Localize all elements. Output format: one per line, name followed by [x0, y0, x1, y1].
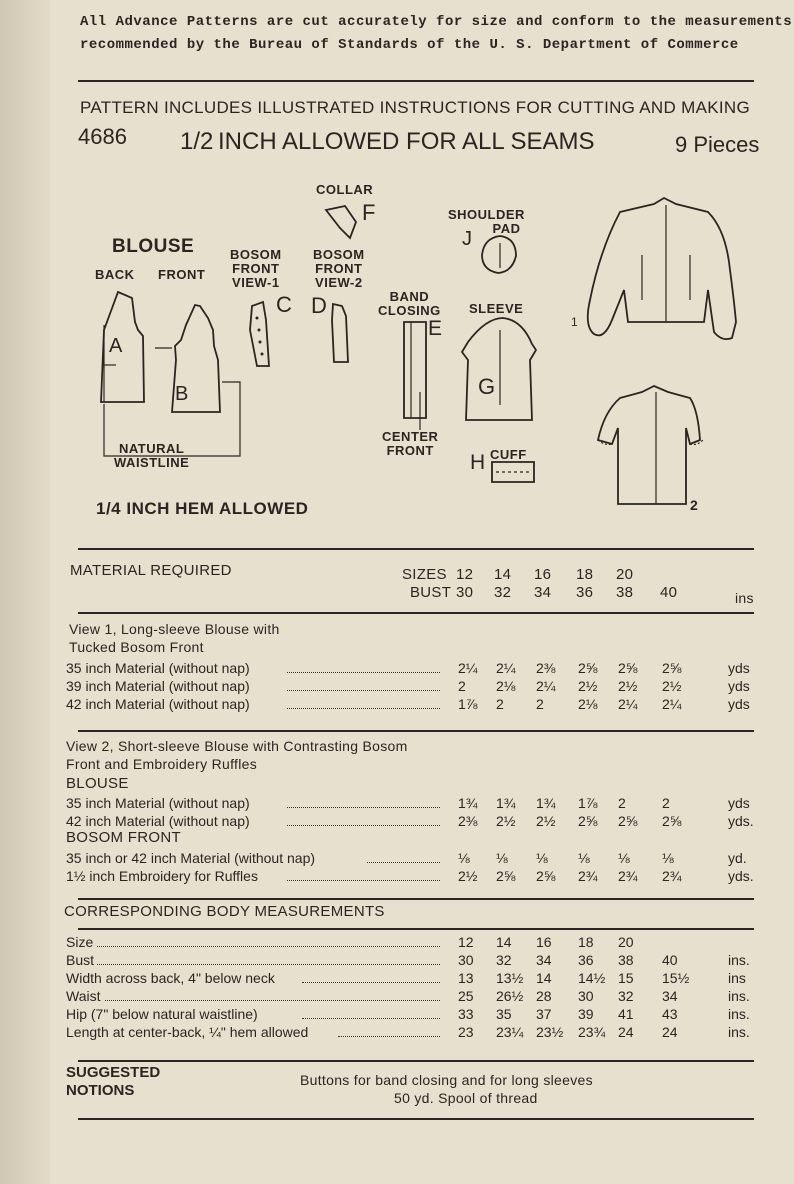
unit: yd. — [728, 850, 747, 866]
size-value: 20 — [616, 566, 634, 583]
unit: ins. — [728, 988, 750, 1004]
cell-value: ⅛ — [536, 850, 548, 866]
piece-letter-d: D — [311, 293, 327, 318]
cell-value: 2⅝ — [662, 660, 682, 676]
cell-value: 2⅝ — [618, 813, 638, 829]
band-closing-label: BAND CLOSING — [378, 289, 441, 318]
cell-value: 40 — [662, 952, 678, 968]
cell-value: 30 — [458, 952, 474, 968]
cell-value: 23¼ — [496, 1024, 524, 1040]
unit: yds — [728, 660, 750, 676]
table-row — [0, 988, 794, 1006]
piece-letter-e: E — [428, 317, 443, 340]
view-1-number: 1 — [571, 315, 578, 329]
table-row — [0, 952, 794, 970]
dot-leader — [302, 1006, 440, 1019]
dot-leader — [338, 1024, 440, 1037]
cell-value: 2 — [662, 795, 670, 811]
piece-count: 9 Pieces — [675, 132, 760, 157]
cell-value: 28 — [536, 988, 552, 1004]
ins-label: ins — [735, 590, 754, 606]
cell-value: 2⅛ — [578, 696, 598, 712]
view1-subtitle: Tucked Bosom Front — [69, 639, 204, 655]
notions-title: SUGGESTED NOTIONS — [66, 1064, 161, 1099]
piece-letter-j: J — [462, 228, 472, 250]
cell-value: 34 — [536, 952, 552, 968]
cell-value: 23¾ — [578, 1024, 606, 1040]
table-row — [0, 1006, 794, 1024]
cell-value: 24 — [618, 1024, 634, 1040]
seam-allowance: INCH ALLOWED FOR ALL SEAMS — [218, 128, 595, 155]
cell-value: 2½ — [496, 813, 516, 829]
row-label: Waist — [66, 988, 101, 1004]
dot-leader — [287, 696, 440, 709]
cell-value: 2¼ — [662, 696, 682, 712]
sizes-label: SIZES — [402, 566, 447, 583]
cell-value: 12 — [458, 934, 474, 950]
bosom-view1-label: BOSOM FRONT VIEW-1 — [230, 247, 282, 290]
row-label: 35 inch Material (without nap) — [66, 795, 250, 811]
row-label: Length at center-back, ¼" hem allowed — [66, 1024, 309, 1040]
piece-j-outline — [482, 236, 516, 273]
cell-value: 14 — [496, 934, 512, 950]
row-label: Hip (7" below natural waistline) — [66, 1006, 258, 1022]
dot-leader — [287, 868, 440, 881]
cell-value: 15 — [618, 970, 634, 986]
shoulder-pad-label: SHOULDER PAD — [448, 207, 525, 236]
piece-letter-c: C — [276, 292, 292, 317]
cell-value: 2½ — [458, 868, 478, 884]
unit: yds — [728, 678, 750, 694]
cell-value: 18 — [578, 934, 594, 950]
notions-line-2: 50 yd. Spool of thread — [394, 1090, 538, 1106]
cell-value: 37 — [536, 1006, 552, 1022]
cell-value: 2 — [458, 678, 466, 694]
cell-value: 2⅜ — [536, 660, 556, 676]
cell-value: 2¼ — [496, 660, 516, 676]
cell-value: 14 — [536, 970, 552, 986]
cell-value: 2⅝ — [496, 868, 516, 884]
piece-letter-a: A — [109, 335, 123, 357]
bust-value: 32 — [494, 584, 512, 601]
piece-e-outline — [404, 322, 426, 418]
back-label: BACK — [95, 267, 135, 282]
table-row — [0, 1024, 794, 1042]
piece-letter-b: B — [175, 383, 189, 405]
cell-value: 1⅞ — [458, 696, 478, 712]
divider — [78, 1060, 754, 1062]
front-label: FRONT — [158, 267, 206, 282]
bust-label: BUST — [410, 584, 452, 601]
view-2-illustration — [598, 386, 700, 504]
dot-leader — [287, 660, 440, 673]
dot-leader — [287, 678, 440, 691]
cell-value: 2⅝ — [618, 660, 638, 676]
view-1-illustration — [588, 198, 736, 339]
bosom-view2-label: BOSOM FRONT VIEW-2 — [313, 247, 365, 290]
row-label: 1½ inch Embroidery for Ruffles — [66, 868, 258, 884]
unit: ins — [728, 970, 746, 986]
table-row — [0, 970, 794, 988]
cell-value: ⅛ — [618, 850, 630, 866]
divider — [78, 612, 754, 614]
cell-value: 2¼ — [458, 660, 478, 676]
cell-value: 26½ — [496, 988, 524, 1004]
cell-value: 2¾ — [618, 868, 638, 884]
center-front-label: CENTER FRONT — [382, 429, 439, 458]
header-line-1: All Advance Patterns are cut accurately for size and conform to the measurements — [80, 14, 793, 30]
cell-value: 1¾ — [536, 795, 556, 811]
blouse-label: BLOUSE — [112, 236, 195, 257]
cell-value: 2⅝ — [662, 813, 682, 829]
bosom-front-subhead: BOSOM FRONT — [66, 829, 181, 846]
collar-label: COLLAR — [316, 182, 374, 197]
piece-letter-g: G — [478, 374, 496, 399]
notions-line-1: Buttons for band closing and for long sleeves — [300, 1072, 593, 1088]
piece-letter-f: F — [362, 200, 376, 225]
piece-a-outline — [101, 292, 144, 402]
table-row — [0, 934, 794, 952]
row-label: Size — [66, 934, 94, 950]
cell-value: 2¾ — [662, 868, 682, 884]
cell-value: 2⅝ — [536, 868, 556, 884]
cell-value: 36 — [578, 952, 594, 968]
size-value: 12 — [456, 566, 474, 583]
bust-value: 40 — [660, 584, 678, 601]
cell-value: 32 — [496, 952, 512, 968]
cell-value: 2⅛ — [496, 678, 516, 694]
cell-value: 2 — [496, 696, 504, 712]
cell-value: 39 — [578, 1006, 594, 1022]
view1-title: View 1, Long-sleeve Blouse with — [69, 621, 280, 637]
header-line-2: recommended by the Bureau of Standards of the U. S. Department of Commerce — [80, 37, 739, 53]
cell-value: 2½ — [618, 678, 638, 694]
bust-value: 30 — [456, 584, 474, 601]
natural-waistline-label: NATURAL WAISTLINE — [114, 441, 190, 470]
table-row — [0, 850, 794, 868]
piece-g-outline — [462, 318, 536, 420]
cell-value: 2⅝ — [578, 660, 598, 676]
size-value: 18 — [576, 566, 594, 583]
cuff-label: CUFF — [490, 447, 527, 462]
table-row — [0, 795, 794, 813]
row-label: 39 inch Material (without nap) — [66, 678, 250, 694]
cell-value: 33 — [458, 1006, 474, 1022]
piece-f-outline — [326, 206, 356, 238]
row-label: 42 inch Material (without nap) — [66, 696, 250, 712]
cell-value: 24 — [662, 1024, 678, 1040]
cell-value: 41 — [618, 1006, 634, 1022]
cell-value: 2½ — [578, 678, 598, 694]
cell-value: ⅛ — [578, 850, 590, 866]
cell-value: 20 — [618, 934, 634, 950]
view2-subtitle: Front and Embroidery Ruffles — [66, 756, 258, 772]
cell-value: 13 — [458, 970, 474, 986]
cell-value: 2⅜ — [458, 813, 478, 829]
dot-leader — [97, 934, 440, 947]
cell-value: 35 — [496, 1006, 512, 1022]
divider — [78, 928, 754, 930]
cell-value: 32 — [618, 988, 634, 1004]
dot-leader — [287, 813, 440, 826]
bust-value: 38 — [616, 584, 634, 601]
cell-value: 38 — [618, 952, 634, 968]
piece-letter-h: H — [470, 451, 486, 474]
piece-d-outline — [332, 304, 348, 362]
row-label: Width across back, 4" below neck — [66, 970, 275, 986]
cell-value: 25 — [458, 988, 474, 1004]
cell-value: 16 — [536, 934, 552, 950]
piece-c-outline — [250, 302, 269, 366]
dot-leader — [97, 952, 440, 965]
cell-value: 1¾ — [496, 795, 516, 811]
cell-value: 2⅝ — [578, 813, 598, 829]
piece-b-outline — [172, 305, 220, 412]
cell-value: 2 — [536, 696, 544, 712]
cell-value: 2¾ — [578, 868, 598, 884]
bust-value: 36 — [576, 584, 594, 601]
cell-value: 15½ — [662, 970, 690, 986]
table-row — [0, 696, 794, 714]
seam-fraction: 1/2 — [180, 128, 214, 155]
size-value: 16 — [534, 566, 552, 583]
sleeve-label: SLEEVE — [469, 301, 524, 316]
bust-value: 34 — [534, 584, 552, 601]
cell-value: 30 — [578, 988, 594, 1004]
cell-value: 23 — [458, 1024, 474, 1040]
row-label: 35 inch or 42 inch Material (without nap) — [66, 850, 316, 866]
unit: yds — [728, 696, 750, 712]
cell-value: ⅛ — [458, 850, 470, 866]
divider — [78, 1118, 754, 1120]
dot-leader — [367, 850, 440, 863]
size-value: 14 — [494, 566, 512, 583]
hem-allowance: 1/4 INCH HEM ALLOWED — [96, 499, 309, 518]
unit: yds. — [728, 868, 754, 884]
body-measurements-title: CORRESPONDING BODY MEASUREMENTS — [64, 903, 385, 920]
row-label: 35 inch Material (without nap) — [66, 660, 250, 676]
material-required-title: MATERIAL REQUIRED — [70, 562, 232, 579]
table-row — [0, 868, 794, 886]
divider — [78, 730, 754, 732]
cell-value: ⅛ — [496, 850, 508, 866]
view2-title: View 2, Short-sleeve Blouse with Contrasting Bosom — [66, 738, 408, 754]
table-row — [0, 660, 794, 678]
pattern-number: 4686 — [78, 124, 127, 149]
row-label: Bust — [66, 952, 95, 968]
unit: ins. — [728, 1024, 750, 1040]
dot-leader — [302, 970, 440, 983]
cell-value: 2½ — [662, 678, 682, 694]
cell-value: 2¼ — [536, 678, 556, 694]
unit: ins. — [728, 1006, 750, 1022]
table-row — [0, 678, 794, 696]
unit: ins. — [728, 952, 750, 968]
cell-value: 2 — [618, 795, 626, 811]
cell-value: 34 — [662, 988, 678, 1004]
cell-value: ⅛ — [662, 850, 674, 866]
unit: yds. — [728, 813, 754, 829]
unit: yds — [728, 795, 750, 811]
row-label: 42 inch Material (without nap) — [66, 813, 250, 829]
blouse-subhead: BLOUSE — [66, 775, 129, 792]
dot-leader — [287, 795, 440, 808]
cell-value: 1⅞ — [578, 795, 598, 811]
cell-value: 2¼ — [618, 696, 638, 712]
divider — [78, 898, 754, 900]
divider — [78, 548, 754, 550]
dot-leader — [105, 988, 440, 1001]
cell-value: 1¾ — [458, 795, 478, 811]
cell-value: 43 — [662, 1006, 678, 1022]
cell-value: 13½ — [496, 970, 524, 986]
view-2-number: 2 — [690, 497, 698, 513]
pattern-includes: PATTERN INCLUDES ILLUSTRATED INSTRUCTIONS FOR CUTTING AND MAKING — [80, 98, 750, 117]
cell-value: 14½ — [578, 970, 606, 986]
pattern-pieces-drawing — [0, 0, 794, 560]
cell-value: 2½ — [536, 813, 556, 829]
cell-value: 23½ — [536, 1024, 564, 1040]
